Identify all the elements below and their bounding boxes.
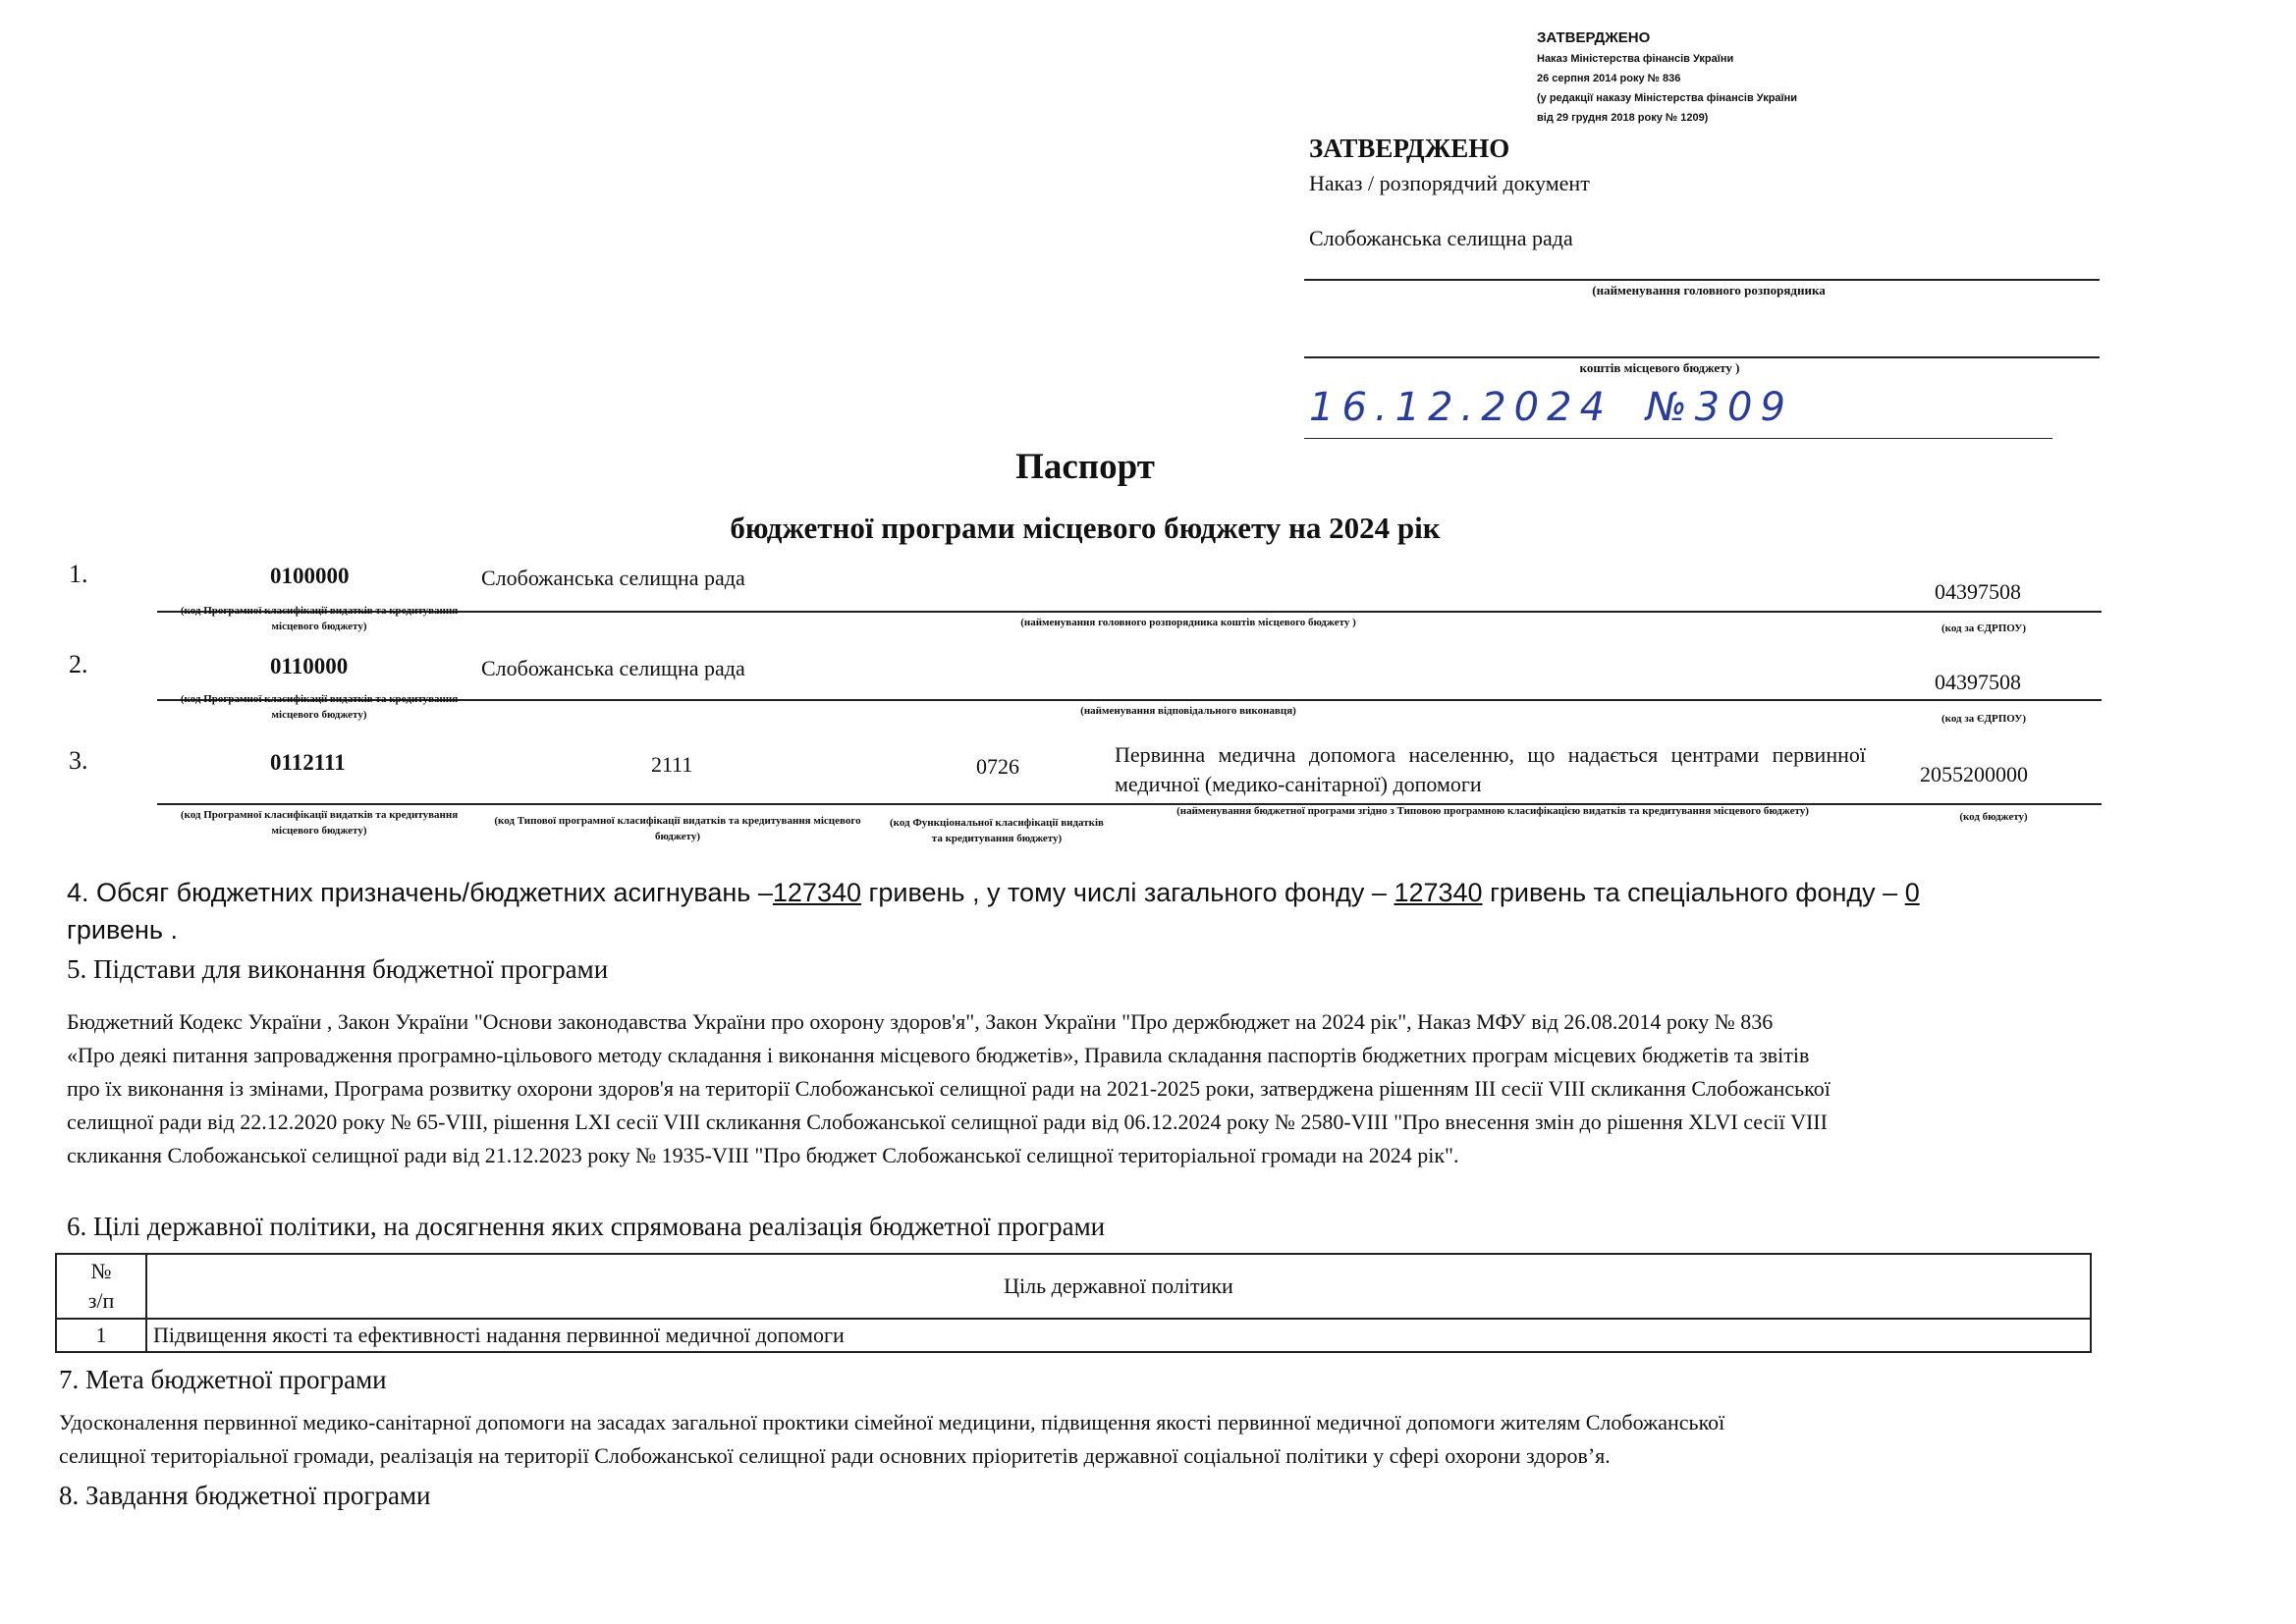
- approval-caption-1: (найменування головного розпорядника: [1592, 283, 1826, 298]
- row3-budget-code: 2055200000: [1920, 762, 2028, 786]
- row1-code: 0100000: [270, 564, 350, 588]
- row3-typical-code: 2111: [651, 752, 693, 777]
- table-cell-number: 1: [56, 1319, 146, 1352]
- approval-line-2: [1304, 356, 2100, 358]
- section7-line1: Удосконалення первинної медико-санітарної допомоги на засадах загальної проктики сімейної медицини, підвищення якості первинної медичної допомоги жителям Слобожанської: [59, 1410, 1725, 1435]
- ministry-stamp-line2: 26 серпня 2014 року № 836: [1537, 73, 1681, 84]
- row3-number: 3.: [69, 746, 88, 775]
- column-header-number-line1: №: [90, 1259, 112, 1283]
- approval-manager: Слобожанська селищна рада: [1309, 226, 1573, 250]
- section7-body: [59, 1406, 2102, 1473]
- row1-name-caption: (найменування головного розпорядника коштів місцевого бюджету ): [1020, 617, 1356, 628]
- section8-title: 8. Завдання бюджетної програми: [59, 1481, 431, 1510]
- section5-body: [67, 1005, 2109, 1172]
- approval-line-3: [1304, 438, 2052, 439]
- row3-name-caption: (найменування бюджетної програми згідно з Типовою програмною класифікацією видатків та кредитування місцевого бюджету): [1176, 805, 1809, 817]
- section5-line5: скликання Слобожанської селищної ради від 21.12.2023 року № 1935-VIII "Про бюджет Слобожанської селищної територіальної громади на 2024 рік".: [67, 1143, 1459, 1167]
- section4-special-fund: 0: [1904, 878, 1920, 907]
- row1-number: 1.: [69, 560, 88, 588]
- handwritten-date: 16.12.2024: [1309, 385, 1613, 430]
- section4-text4: гривень .: [67, 915, 178, 945]
- column-header-goal: Ціль державної політики: [146, 1254, 2091, 1319]
- row3-functional-code: 0726: [976, 754, 1019, 779]
- ministry-stamp-line4: від 29 грудня 2018 року № 1209): [1537, 112, 1709, 124]
- column-header-number-line2: з/п: [87, 1288, 115, 1313]
- section4-general-fund: 127340: [1394, 878, 1483, 907]
- handwritten-number: №309: [1646, 385, 1793, 430]
- row2-code: 0110000: [270, 654, 349, 678]
- table-header-row: [56, 1254, 2091, 1319]
- section5-title: 5. Підстави для виконання бюджетної програми: [67, 954, 609, 984]
- section7-line2: селищної територіальної громади, реалізація на території Слобожанської селищної ради основних пріоритетів державної соціальної політики у сфері охорони здоров’я.: [59, 1443, 1611, 1468]
- row2-name: Слобожанська селищна рада: [481, 656, 745, 680]
- section4-text1: 4. Обсяг бюджетних призначень/бюджетних асигнувань –: [67, 878, 773, 907]
- page-subtitle: бюджетної програми місцевого бюджету на 2024 рік: [730, 511, 1441, 545]
- ministry-stamp-line3: (у редакції наказу Міністерства фінансів України: [1537, 92, 1798, 104]
- section5-line4: селищної ради від 22.12.2020 року № 65-VІІІ, рішення LXІ сесії VIII скликання Слобожанської селищної ради від 06.12.2024 року № 2580-VIII "Про внесення змін до рішення XLVI сесії VIII: [67, 1110, 1828, 1134]
- approval-line-1: [1304, 279, 2100, 281]
- column-header-number: [56, 1254, 146, 1319]
- row2-number: 2.: [69, 650, 88, 678]
- section7-title: 7. Мета бюджетної програми: [59, 1365, 387, 1394]
- section5-line3: про їх виконання із змінами, Програма розвитку охорони здоров'я на території Слобожанської селищної ради на 2021-2025 роки, затверджена рішенням ІІІ сесії VІІІ скликання Слобожанської: [67, 1076, 1831, 1101]
- section4-budget-volume: [67, 874, 2100, 948]
- row3-functional-caption: (код Функціональної класифікації видатків та кредитування бюджету): [889, 817, 1104, 844]
- row3-code: 0112111: [270, 750, 346, 775]
- section5-line2: «Про деякі питання запровадження програмно-цільового методу складання і виконання місцевого бюджетів», Правила складання паспортів бюджетних програм місцевих бюджетів та звітів: [67, 1043, 1810, 1067]
- row2-code-caption: (код Програмної класифікації видатків та кредитування місцевого бюджету): [180, 693, 459, 721]
- ministry-stamp-line1: Наказ Міністерства фінансів України: [1537, 53, 1734, 65]
- approval-caption-2: коштів місцевого бюджету ): [1579, 360, 1740, 375]
- row2-edrpou-caption: (код за ЄДРПОУ): [1941, 713, 2026, 725]
- row1-code-caption: (код Програмної класифікації видатків та кредитування місцевого бюджету): [180, 605, 459, 632]
- ministry-stamp: [1537, 27, 1930, 128]
- row2-name-caption: (найменування відповідального виконавця): [1080, 705, 1296, 717]
- row3-program-name: Первинна медична допомога населенню, що надається центрами первинної медичної (медико-санітарної) допомоги: [1115, 742, 1866, 796]
- row3-typical-caption: (код Типової програмної класифікації видатків та кредитування місцевого бюджету): [494, 815, 861, 842]
- row1-edrpou-caption: (код за ЄДРПОУ): [1941, 623, 2026, 634]
- section6-title: 6. Цілі державної політики, на досягнення яких спрямована реалізація бюджетної програми: [67, 1212, 1106, 1241]
- table-cell-goal: Підвищення якості та ефективності надання первинної медичної допомоги: [146, 1319, 2091, 1352]
- row1-edrpou: 04397508: [1935, 579, 2021, 604]
- approval-doc-type: Наказ / розпорядчий документ: [1309, 171, 1590, 195]
- row3-code-caption: (код Програмної класифікації видатків та кредитування місцевого бюджету): [180, 809, 459, 837]
- policy-goals-table: [55, 1253, 2092, 1353]
- page-title: Паспорт: [1015, 447, 1155, 487]
- table-row: [56, 1319, 2091, 1352]
- approval-title: ЗАТВЕРДЖЕНО: [1309, 134, 1510, 163]
- row2-edrpou: 04397508: [1935, 670, 2021, 694]
- section4-text2: гривень , у тому числі загального фонду –: [861, 878, 1394, 907]
- section4-total-amount: 127340: [772, 878, 861, 907]
- row3-budget-caption: (код бюджету): [1959, 811, 2028, 823]
- row1-name: Слобожанська селищна рада: [481, 566, 745, 590]
- ministry-stamp-title: ЗАТВЕРДЖЕНО: [1537, 29, 1651, 46]
- section4-text3: гривень та спеціального фонду –: [1482, 878, 1905, 907]
- section5-line1: Бюджетний Кодекс України , Закон України "Основи законодавства України про охорону здоров'я", Закон України "Про держбюджет на 2024 рік", Наказ МФУ від 26.08.2014 року № 836: [67, 1009, 1774, 1034]
